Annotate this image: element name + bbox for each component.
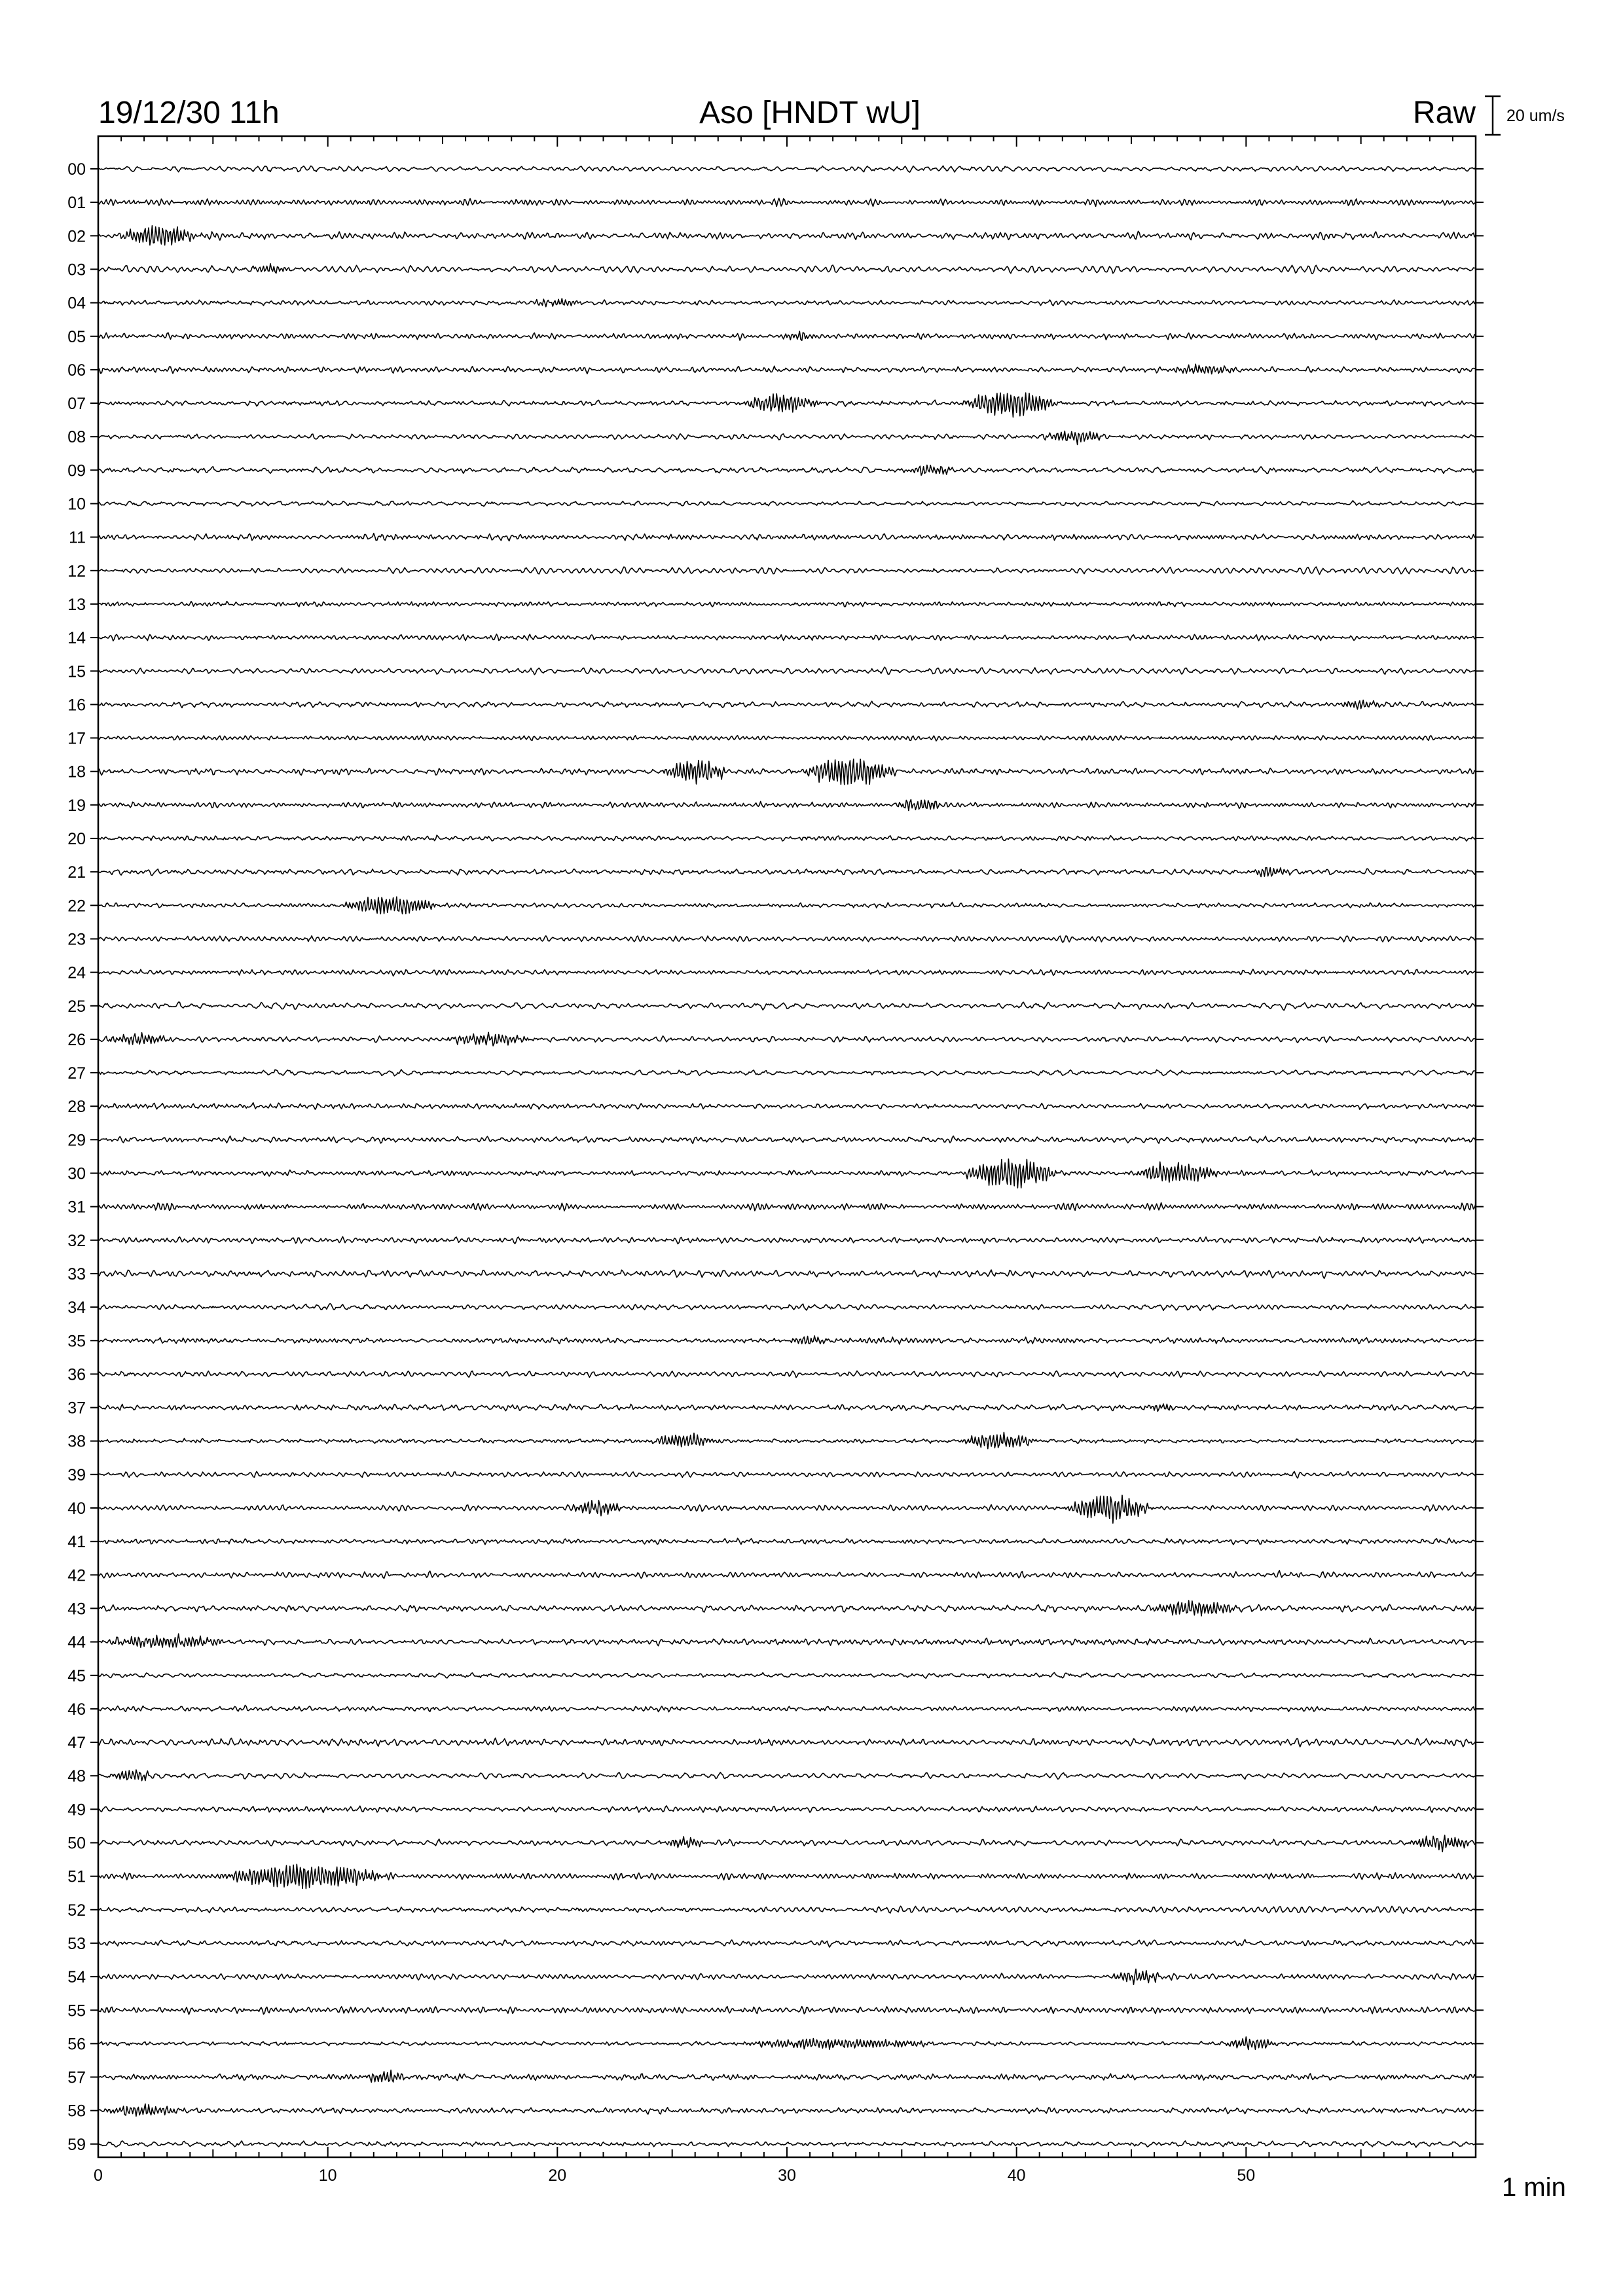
row-label-47: 47: [67, 1734, 86, 1752]
row-label-00: 00: [67, 160, 86, 179]
x-tick-label-20: 20: [548, 2166, 567, 2185]
row-label-03: 03: [67, 260, 86, 279]
row-label-15: 15: [67, 662, 86, 681]
row-label-51: 51: [67, 1867, 86, 1886]
row-label-57: 57: [67, 2068, 86, 2087]
row-label-07: 07: [67, 395, 86, 413]
row-label-59: 59: [67, 2135, 86, 2154]
row-label-43: 43: [67, 1600, 86, 1619]
x-tick-label-40: 40: [1007, 2166, 1026, 2185]
row-label-49: 49: [67, 1801, 86, 1820]
row-label-13: 13: [67, 595, 86, 614]
row-label-09: 09: [67, 461, 86, 480]
row-label-44: 44: [67, 1633, 86, 1652]
row-label-39: 39: [67, 1465, 86, 1484]
row-label-45: 45: [67, 1666, 86, 1685]
amplitude-scale-label: 20 um/s: [1506, 107, 1565, 125]
row-label-19: 19: [67, 796, 86, 815]
row-label-21: 21: [67, 863, 86, 882]
x-tick-label-50: 50: [1237, 2166, 1256, 2185]
row-label-37: 37: [67, 1399, 86, 1418]
header-mode: Raw: [1412, 96, 1476, 130]
row-label-46: 46: [67, 1700, 86, 1719]
row-label-25: 25: [67, 997, 86, 1016]
row-label-40: 40: [67, 1499, 86, 1518]
row-label-34: 34: [67, 1299, 86, 1318]
row-label-54: 54: [67, 1968, 86, 1987]
row-label-01: 01: [67, 194, 86, 213]
row-label-04: 04: [67, 294, 86, 313]
row-label-05: 05: [67, 327, 86, 346]
row-label-32: 32: [67, 1231, 86, 1250]
row-label-38: 38: [67, 1432, 86, 1451]
row-label-53: 53: [67, 1934, 86, 1953]
row-label-41: 41: [67, 1533, 86, 1552]
row-label-35: 35: [67, 1332, 86, 1351]
row-label-10: 10: [67, 495, 86, 514]
row-label-18: 18: [67, 762, 86, 781]
row-label-20: 20: [67, 830, 86, 848]
row-label-26: 26: [67, 1030, 86, 1049]
row-label-33: 33: [67, 1265, 86, 1283]
row-label-31: 31: [67, 1198, 86, 1217]
row-label-56: 56: [67, 2035, 86, 2054]
header-datetime: 19/12/30 11h: [98, 96, 280, 130]
x-tick-label-30: 30: [778, 2166, 796, 2185]
row-label-36: 36: [67, 1365, 86, 1384]
row-label-42: 42: [67, 1566, 86, 1585]
x-tick-label-10: 10: [318, 2166, 337, 2185]
header-station-title: Aso [HNDT wU]: [699, 96, 921, 130]
row-label-50: 50: [67, 1834, 86, 1853]
x-axis-label: 1 min: [1502, 2173, 1566, 2202]
row-label-16: 16: [67, 696, 86, 715]
row-label-48: 48: [67, 1767, 86, 1786]
row-label-24: 24: [67, 963, 86, 982]
row-label-17: 17: [67, 729, 86, 748]
row-label-27: 27: [67, 1064, 86, 1083]
row-label-28: 28: [67, 1098, 86, 1117]
row-label-23: 23: [67, 930, 86, 949]
row-label-55: 55: [67, 2001, 86, 2020]
row-label-22: 22: [67, 897, 86, 916]
row-label-02: 02: [67, 227, 86, 246]
row-label-58: 58: [67, 2102, 86, 2121]
row-label-29: 29: [67, 1131, 86, 1150]
row-label-30: 30: [67, 1164, 86, 1183]
row-label-11: 11: [69, 528, 86, 547]
row-label-52: 52: [67, 1901, 86, 1920]
row-label-12: 12: [67, 562, 86, 581]
row-label-06: 06: [67, 361, 86, 380]
x-tick-label-0: 0: [94, 2166, 103, 2185]
row-label-14: 14: [67, 629, 86, 648]
row-label-08: 08: [67, 428, 86, 447]
